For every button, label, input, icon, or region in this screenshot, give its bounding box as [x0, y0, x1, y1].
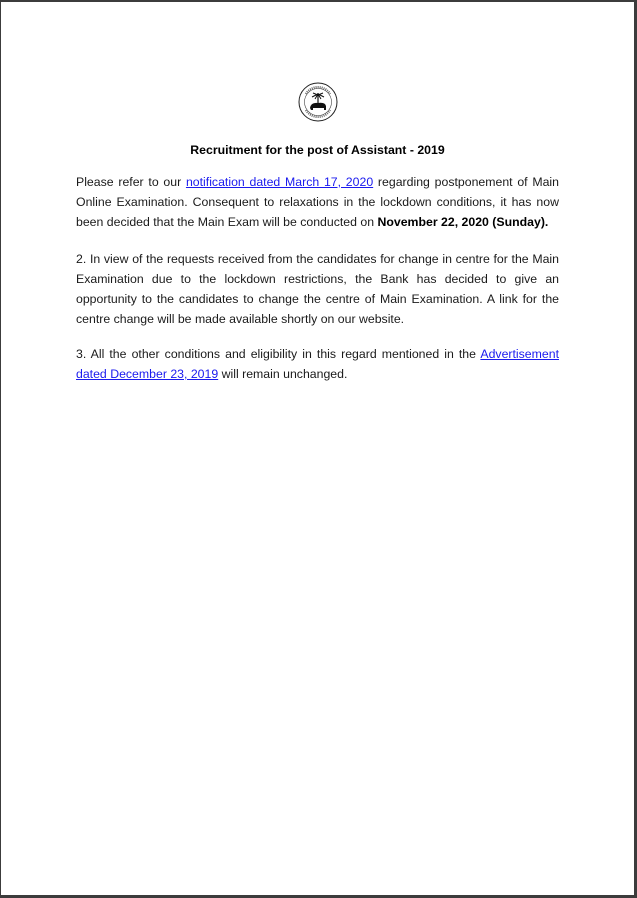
paragraph-3-text-after: will remain unchanged. — [218, 367, 348, 381]
exam-date: November 22, 2020 (Sunday). — [377, 215, 549, 229]
advertisement-link[interactable]: Advertisement dated December 23, 2019 — [76, 347, 559, 381]
paragraph-3-text-before: 3. All the other conditions and eligibility in this regard mentioned in the — [76, 347, 481, 361]
paragraph-2: 2. In view of the requests received from the candidates for change in centre for the Main Examination due to the lockdown restrictions, the Bank has decided to give an opportunity to the candidates to change the centre of Main Examination. A link for the centre change will be made available shortly on our website. — [76, 252, 559, 326]
paragraph-1 — [76, 172, 559, 232]
paragraph-1-text-after: regarding postponement of Main Online Examination. Consequent to relaxations in the lockdown conditions, it has now been decided that the Main Exam will be conducted on — [76, 175, 560, 229]
rbi-emblem-icon — [298, 82, 338, 122]
document-page — [1, 2, 634, 895]
document-title: Recruitment for the post of Assistant - 2019 — [190, 143, 445, 157]
notification-link[interactable]: notification dated March 17, 2020 — [185, 175, 374, 189]
paragraph-3 — [76, 344, 559, 384]
paragraph-1-text-before: Please refer to our — [76, 175, 186, 189]
